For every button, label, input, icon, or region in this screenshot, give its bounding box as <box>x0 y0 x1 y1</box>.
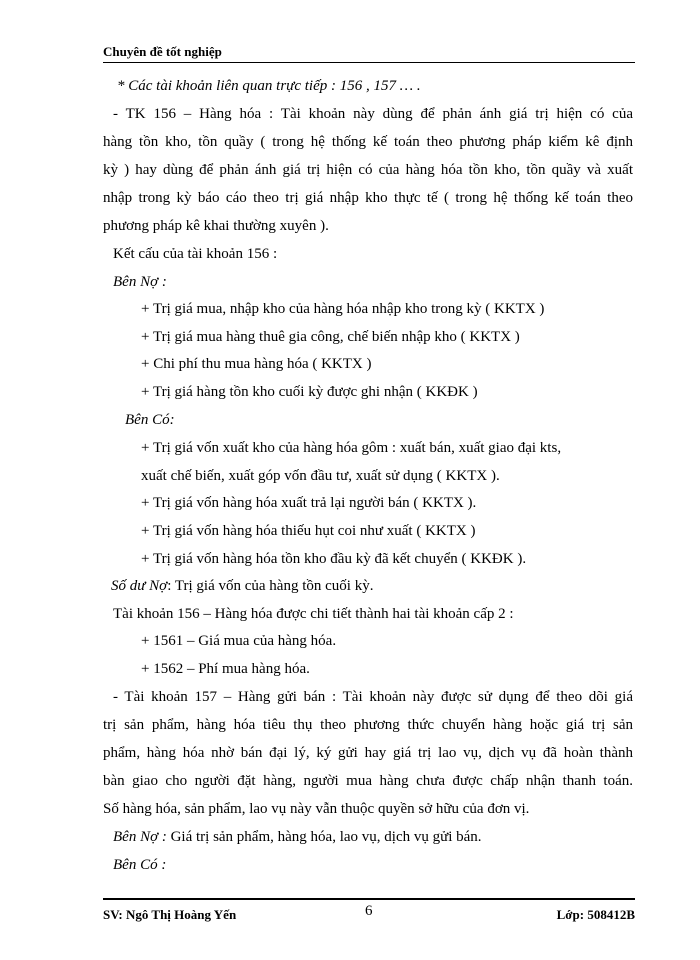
footer-class: Lớp: 508412B <box>556 907 635 922</box>
list-item: + Chi phí thu mua hàng hóa ( KKTX ) <box>141 356 372 372</box>
list-item: + 1562 – Phí mua hàng hóa. <box>141 661 310 677</box>
list-item: + Trị giá vốn xuất kho của hàng hóa gôm : xuất bán, xuất giao đại kts, <box>141 440 562 456</box>
footer-student: SV: Ngô Thị Hoàng Yến <box>103 907 237 922</box>
list-item: + 1561 – Giá mua của hàng hóa. <box>141 633 337 649</box>
balance-line <box>111 578 373 595</box>
paragraph-line: trị sản phẩm, hàng hóa tiêu thụ theo phương thức chuyển hàng hoặc giá trị sản <box>103 717 633 733</box>
list-item: + Trị giá hàng tồn kho cuối kỳ được ghi nhận ( KKĐK ) <box>141 384 478 400</box>
balance-label: Số dư Nợ <box>111 578 168 594</box>
paragraph-line: kỳ ) hay dùng để phản ánh giá trị hiện có của hàng hóa tồn kho, tồn quầy và xuất <box>103 162 633 178</box>
header-title: Chuyên đề tốt nghiệp <box>103 44 222 59</box>
debit-heading: Bên Nợ : <box>113 274 167 290</box>
paragraph-line: - TK 156 – Hàng hóa : Tài khoản này dùng để phản ánh giá trị hiện có của <box>113 106 633 122</box>
page-footer <box>103 898 635 922</box>
paragraph-line: hàng tồn kho, tồn quầy ( trong hệ thống kế toán theo phương pháp kiểm kê định <box>103 134 633 150</box>
list-item: + Trị giá mua, nhập kho của hàng hóa nhập kho trong kỳ ( KKTX ) <box>141 301 545 317</box>
credit-heading: Bên Có: <box>125 412 175 428</box>
list-item: + Trị giá vốn hàng hóa thiếu hụt coi như xuất ( KKTX ) <box>141 523 476 539</box>
list-item: + Trị giá vốn hàng hóa tồn kho đầu kỳ đã kết chuyển ( KKĐK ). <box>141 551 527 567</box>
page-header <box>103 42 635 63</box>
paragraph-line: bàn giao cho người đặt hàng, người mua hàng chưa được chấp nhận thanh toán. <box>103 773 633 789</box>
credit-heading: Bên Có : <box>113 857 167 873</box>
debit-line <box>113 829 482 846</box>
section-heading: Kết cấu của tài khoản 156 : <box>113 246 278 262</box>
paragraph-line: - Tài khoản 157 – Hàng gửi bán : Tài khoản này được sử dụng để theo dõi giá <box>113 689 633 705</box>
paragraph-line: phương pháp kê khai thường xuyên ). <box>103 218 329 234</box>
paragraph-line: nhập trong kỳ báo cáo theo trị giá nhập kho thực tế ( trong hệ thống kế toán theo <box>103 190 633 206</box>
paragraph-line: phẩm, hàng hóa nhờ bán đại lý, ký gửi hay giá trị lao vụ, dịch vụ đã hoàn thành <box>103 745 633 761</box>
list-item: + Trị giá mua hàng thuê gia công, chế biến nhập kho ( KKTX ) <box>141 329 520 345</box>
list-item: + Trị giá vốn hàng hóa xuất trả lại người bán ( KKTX ). <box>141 495 477 511</box>
debit-text: Giá trị sản phẩm, hàng hóa, lao vụ, dịch vụ gửi bán. <box>170 829 482 845</box>
paragraph-line: Tài khoản 156 – Hàng hóa được chi tiết thành hai tài khoản cấp 2 : <box>113 606 514 622</box>
debit-label: Bên Nợ : <box>113 829 167 845</box>
intro-line: * Các tài khoản liên quan trực tiếp : 156 , 157 … . <box>117 78 421 94</box>
page-number: 6 <box>365 903 373 919</box>
balance-text: : Trị giá vốn của hàng tồn cuối kỳ. <box>167 578 374 594</box>
paragraph-line: Số hàng hóa, sản phẩm, lao vụ này vẫn thuộc quyền sở hữu của đơn vị. <box>103 801 530 817</box>
list-item: xuất chế biến, xuất góp vốn đầu tư, xuất sử dụng ( KKTX ). <box>141 468 500 484</box>
